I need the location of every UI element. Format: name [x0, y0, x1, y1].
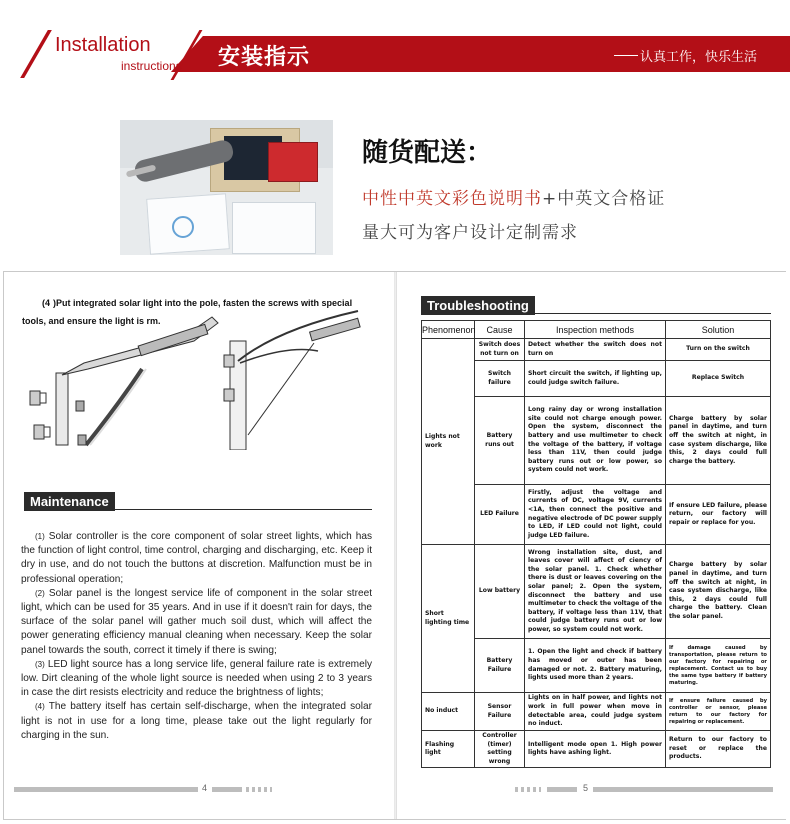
page-number-left: 4	[202, 783, 208, 793]
phenomenon-cell: Lights not work	[422, 339, 475, 545]
page-number-right: 5	[583, 783, 589, 793]
paragraph-text: Solar panel is the longest service life of component in the solar street light, which can be used for 35 years. And in use if it doesn't rain for days, the surface of the solar panel will gather much soil dust, which will affect the power generating efficiency manual cleaning when necessary. Keep the solar panel towards the south, correct it timely if there is swing;	[21, 587, 373, 656]
instruction-booklet	[3, 271, 786, 820]
accessories-manual-text: 中性中英文彩色说明书	[362, 189, 542, 209]
paragraph-number: (1)	[35, 532, 45, 541]
paragraph-text: LED light source has a long service life, general failure rate is extremely low. Dirt cleaning of the whole light source is needed when using 2 to 3 years in case the dirt resists electricity and reduce the brightness of lights;	[21, 658, 372, 699]
table-row	[422, 485, 771, 545]
cause-cell: Switch does not turn on	[475, 339, 525, 361]
inspection-cell: Wrong installation site, dust, and leaves cover will affect of ciency of the solar panel. 1. Check whether there is dust or leaves covering on the solar panel; 2. Open the system, disconnect the battery and use multimeter to check the voltage of the battery, if voltage less than 11V, that could judge battery runs out or low power, so system could not work.	[525, 545, 666, 639]
photo-manual-sheet	[232, 202, 316, 254]
cause-cell: Controller (timer) setting wrong	[475, 731, 525, 768]
drawing-left-light	[30, 317, 218, 445]
slogan: 认真工作，快乐生活	[640, 50, 758, 65]
troubleshooting-rule	[421, 313, 771, 314]
photo-stamp-icon	[172, 216, 194, 238]
solution-cell: Turn on the switch	[666, 339, 771, 361]
phenomenon-cell: No induct	[422, 693, 475, 731]
footer-dots-left	[246, 787, 272, 792]
column-header: Solution	[666, 321, 771, 339]
cause-cell: Battery runs out	[475, 397, 525, 485]
inspection-cell: Short circuit the switch, if lighting up, could judge switch failure.	[525, 361, 666, 397]
accessories-line1	[362, 184, 665, 209]
table-row	[422, 339, 771, 361]
accessories-photo	[120, 120, 333, 255]
maintenance-rule	[24, 509, 372, 510]
paragraph-text: Solar controller is the core component of solar street lights, which has the function of light control, time control, charging and discharging, etc. Keep it dry in use, and do not touch the buttons at discretion. Malfunction must be in professional operation;	[21, 531, 372, 585]
maintenance-paragraph	[21, 700, 372, 743]
booklet-page-right	[396, 272, 786, 819]
inspection-cell: Intelligent mode open 1. High power lights have ashing light.	[525, 731, 666, 768]
cause-cell: Low battery	[475, 545, 525, 639]
troubleshooting-title: Troubleshooting	[421, 296, 535, 315]
column-header: Phenomenon	[422, 321, 475, 339]
accessories-certificate-text: +中英文合格证	[542, 189, 666, 209]
solution-cell: If damage caused by transportation, please return to our factory for repairing or replacement. Contact us to buy the same type battery if battery maturing.	[666, 639, 771, 693]
inspection-cell: 1. Open the light and check if battery has moved or outer has been damaged or not. 2. Battery maturing, lights used more than 2 years.	[525, 639, 666, 693]
paragraph-number: (4)	[35, 702, 45, 712]
slogan-dash	[614, 55, 638, 56]
cause-cell: Sensor Failure	[475, 693, 525, 731]
solution-cell: Replace Switch	[666, 361, 771, 397]
drawing-right-light	[224, 311, 360, 450]
step-text: )Put integrated solar light into the pole, fasten the screws with special tools, and ensure the light is rm.	[22, 298, 353, 326]
booklet-page-left	[4, 272, 396, 819]
header-banner	[0, 0, 790, 80]
solution-cell: If ensure LED failure, please return, our factory will repair or replace for you.	[666, 485, 771, 545]
paragraph-text: The battery itself has certain self-discharge, when the integrated solar light is not in use for a long time, please take out the light regularly for charging in the sun.	[21, 701, 373, 741]
cause-cell: Switch failure	[475, 361, 525, 397]
accessories-title: 随货配送：	[362, 138, 493, 168]
maintenance-text	[21, 530, 372, 743]
step-number: (4	[42, 298, 51, 308]
inspection-cell: Firstly, adjust the voltage and currents of DC, voltage 9V, currents <1A, then connect the positive and negative electrode of DC power supply to LED, if LED could not light, could judge LED failure.	[525, 485, 666, 545]
table-header-row	[422, 321, 771, 339]
table-row	[422, 731, 771, 768]
maintenance-title: Maintenance	[24, 492, 115, 511]
solution-cell: If ensure failure caused by controller or sensor, please return to our factory for repairing or replacement.	[666, 693, 771, 731]
table-row	[422, 693, 771, 731]
maintenance-paragraph	[21, 587, 372, 658]
table-row	[422, 361, 771, 397]
column-header: Inspection methods	[525, 321, 666, 339]
inspection-cell: Lights on in half power, and lights not work in full power when move in detectable area, could judge system no induct.	[525, 693, 666, 731]
table-row	[422, 545, 771, 639]
maintenance-paragraph	[21, 530, 372, 587]
footer-bar-right-2	[547, 787, 577, 792]
inspection-cell: Detect whether the switch does not turn on	[525, 339, 666, 361]
cause-cell: Battery Failure	[475, 639, 525, 693]
phenomenon-cell: Short lighting time	[422, 545, 475, 693]
paragraph-number: (2)	[35, 588, 45, 598]
footer-bar-left-2	[212, 787, 242, 792]
installation-title-cn: 安装指示	[218, 45, 311, 70]
cause-cell: LED Failure	[475, 485, 525, 545]
paragraph-number: (3)	[35, 659, 45, 669]
column-header: Cause	[475, 321, 525, 339]
troubleshooting-table	[421, 320, 771, 768]
accessories-line2: 量大可为客户设计定制需求	[362, 223, 578, 243]
table-row	[422, 639, 771, 693]
solution-cell: Charge battery by solar panel in daytime, and turn off the switch at night, in case system discharge, like this, 2 days could full charge the battery. Clean the solar panel.	[666, 545, 771, 639]
installation-drawing	[18, 305, 380, 450]
installation-subtitle: instructions	[121, 59, 182, 73]
phenomenon-cell: Flashing light	[422, 731, 475, 768]
table-row	[422, 397, 771, 485]
photo-red-box	[268, 142, 318, 182]
inspection-cell: Long rainy day or wrong installation site could not charge enough power. Open the system, disconnect the battery and use multimeter to check the voltage of the battery, if voltage less than 11V, then could judge battery runs out or low power, so system could not work.	[525, 397, 666, 485]
installation-title: Installation	[55, 34, 151, 56]
footer-bar-left	[14, 787, 198, 792]
solution-cell: Return to our factory to reset or replace the products.	[666, 731, 771, 768]
maintenance-paragraph	[21, 658, 372, 701]
footer-dots-right	[515, 787, 541, 792]
solution-cell: Charge battery by solar panel in daytime, and turn off the switch at night, in case system discharge, like this, 2 days could full charge the battery.	[666, 397, 771, 485]
footer-bar-right	[593, 787, 773, 792]
